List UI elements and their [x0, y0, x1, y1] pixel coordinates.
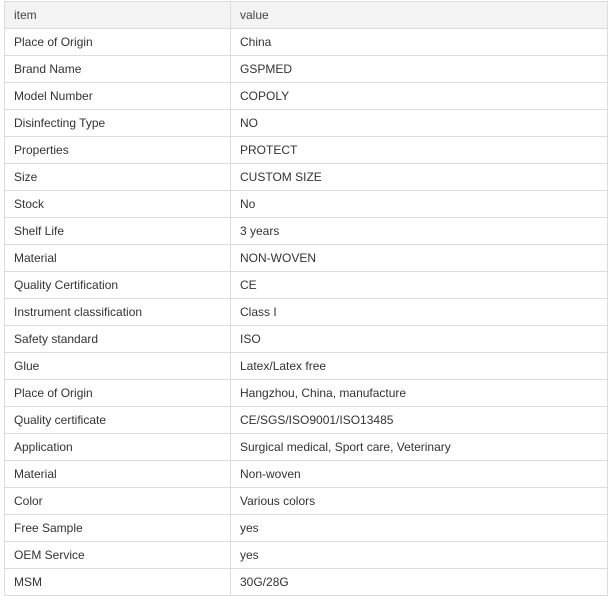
product-spec-table [4, 1, 608, 596]
value-cell: ISO [231, 326, 608, 353]
table-row [5, 353, 608, 380]
item-cell: Application [5, 434, 231, 461]
table-row [5, 137, 608, 164]
value-cell: NO [231, 110, 608, 137]
value-cell: No [231, 191, 608, 218]
table-row [5, 83, 608, 110]
table-row [5, 272, 608, 299]
item-cell: Safety standard [5, 326, 231, 353]
item-cell: Disinfecting Type [5, 110, 231, 137]
value-cell: NON-WOVEN [231, 245, 608, 272]
spec-table-body [5, 2, 608, 596]
table-row [5, 434, 608, 461]
item-cell: Color [5, 488, 231, 515]
value-cell: Class I [231, 299, 608, 326]
table-row [5, 569, 608, 596]
item-cell: Free Sample [5, 515, 231, 542]
table-row [5, 542, 608, 569]
value-cell: COPOLY [231, 83, 608, 110]
item-cell: Glue [5, 353, 231, 380]
value-cell: Hangzhou, China, manufacture [231, 380, 608, 407]
table-row [5, 164, 608, 191]
table-row [5, 56, 608, 83]
table-row [5, 245, 608, 272]
item-cell: Properties [5, 137, 231, 164]
item-cell: Quality Certification [5, 272, 231, 299]
header-value-cell: value [231, 2, 608, 29]
value-cell: 3 years [231, 218, 608, 245]
table-row [5, 299, 608, 326]
item-cell: Place of Origin [5, 380, 231, 407]
value-cell: 30G/28G [231, 569, 608, 596]
value-cell: yes [231, 515, 608, 542]
table-row [5, 461, 608, 488]
table-row [5, 488, 608, 515]
item-cell: Stock [5, 191, 231, 218]
value-cell: CE/SGS/ISO9001/ISO13485 [231, 407, 608, 434]
value-cell: CUSTOM SIZE [231, 164, 608, 191]
table-row [5, 515, 608, 542]
item-cell: Model Number [5, 83, 231, 110]
item-cell: MSM [5, 569, 231, 596]
table-header-row [5, 2, 608, 29]
table-row [5, 407, 608, 434]
value-cell: Surgical medical, Sport care, Veterinary [231, 434, 608, 461]
item-cell: Quality certificate [5, 407, 231, 434]
value-cell: Various colors [231, 488, 608, 515]
item-cell: Place of Origin [5, 29, 231, 56]
value-cell: yes [231, 542, 608, 569]
value-cell: GSPMED [231, 56, 608, 83]
value-cell: Non-woven [231, 461, 608, 488]
value-cell: CE [231, 272, 608, 299]
item-cell: OEM Service [5, 542, 231, 569]
value-cell: China [231, 29, 608, 56]
table-row [5, 218, 608, 245]
table-row [5, 110, 608, 137]
table-row [5, 191, 608, 218]
value-cell: PROTECT [231, 137, 608, 164]
item-cell: Brand Name [5, 56, 231, 83]
item-cell: Material [5, 461, 231, 488]
table-row [5, 29, 608, 56]
item-cell: Size [5, 164, 231, 191]
header-item-cell: item [5, 2, 231, 29]
item-cell: Instrument classification [5, 299, 231, 326]
item-cell: Shelf Life [5, 218, 231, 245]
table-row [5, 326, 608, 353]
item-cell: Material [5, 245, 231, 272]
value-cell: Latex/Latex free [231, 353, 608, 380]
table-row [5, 380, 608, 407]
